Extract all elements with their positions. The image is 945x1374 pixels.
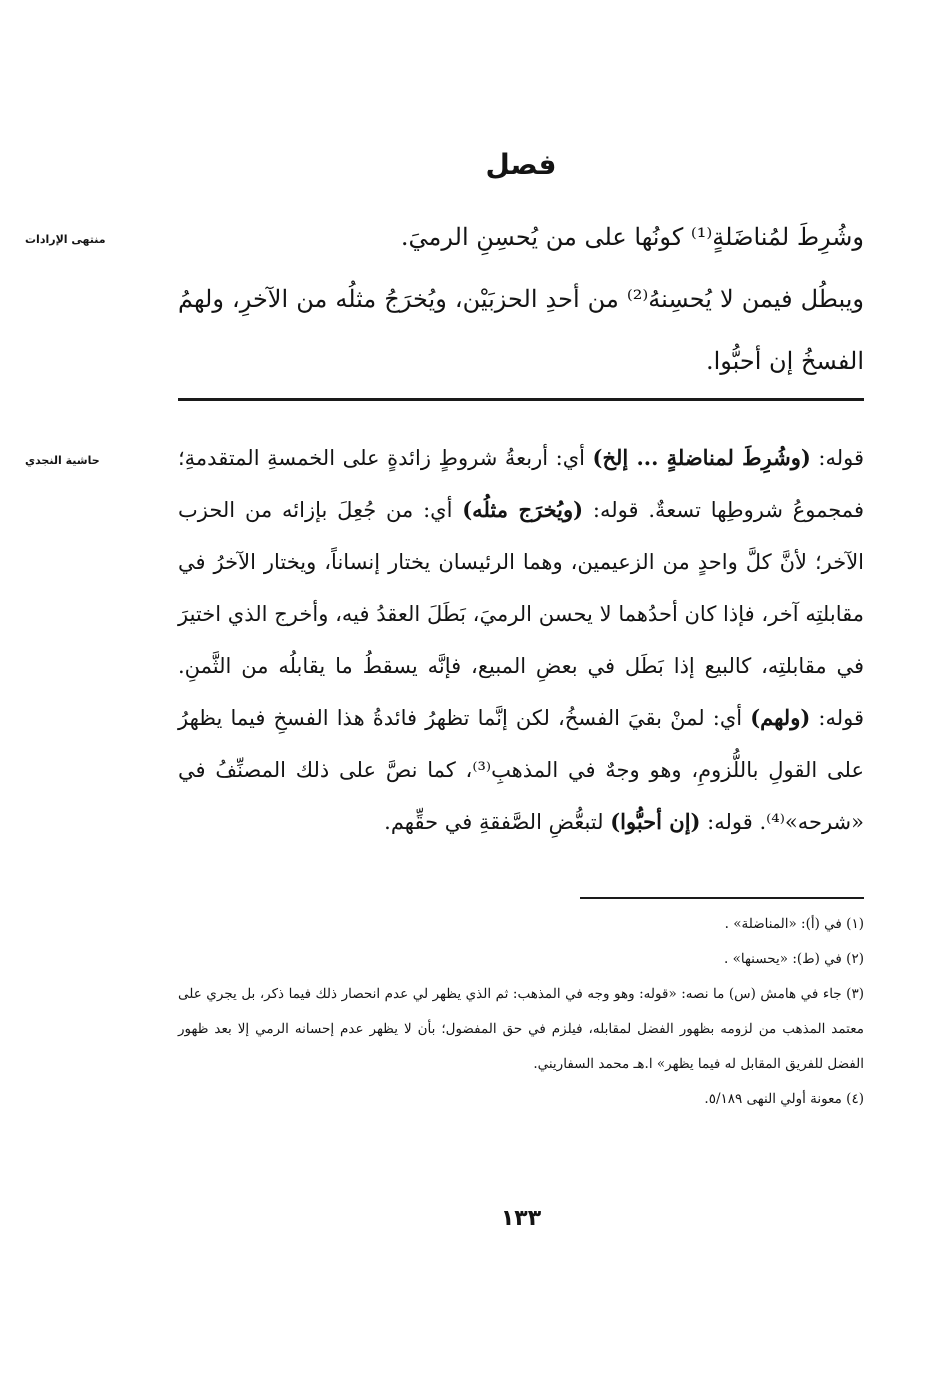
hashiya-quote: (وشُرِطَ لمناضلةٍ ... إلخ) [592, 445, 811, 470]
footnotes [178, 907, 864, 1117]
matn-text [178, 206, 864, 392]
hashiya-segment: أي: أربعةُ شروطٍ زائدةٍ على الخمسةِ المتقدمةِ؛ فمجموعُ شروطِها تسعةٌ. قوله: [178, 446, 864, 522]
side-label-matn: منتهى الإرادات [25, 233, 106, 246]
hashiya-paragraph [178, 432, 864, 848]
hashiya-quote: (إن أحبُّوا) [610, 809, 701, 834]
side-label-hashiya: حاشية النجدي [25, 454, 100, 467]
hashiya-segment: قوله: [810, 446, 864, 470]
hashiya-quote: (ولهم) [750, 705, 811, 730]
hashiya-text [178, 432, 864, 848]
footnote-item: (٣) جاء في هامش (س) ما نصه: «قوله: وهو وجه في المذهب: ثم الذي يظهر لي عدم انحصار ذلك فيما ذكر، بل يجري على معتمد المذهب من لزومه بظهور الفضل لمقابله، فيلزم في حق المفضول؛ بأن لا يظهر عدم إحسانه الرمي إلا بعد ظهور الفضل للفريق المقابل له فيما يظهر» ا.هـ محمد السفاريني. [178, 986, 864, 1072]
hashiya-segment: لتبعُّضِ الصَّفقةِ في حقِّهم. [384, 810, 611, 834]
section-title: فصل [485, 148, 557, 181]
matn-separator [178, 398, 864, 401]
footnote-separator [580, 897, 864, 899]
hashiya-quote: (ويُخرَج مثلُه) [462, 497, 584, 522]
footnote-item: (١) في (أ): «المناضلة» . [724, 916, 864, 932]
hashiya-segment: أي: من جُعِلَ بإزائه من الحزب الآخر؛ لأنَّ كلَّ واحدٍ من الزعيمين، وهما الرئيسان يختار إنساناً، ويختار الآخرُ في مقابلتِه آخر، فإذا كان أحدُهما لا يحسن الرميَ، بَطَلَ العقدُ فيه، وأخرج الذي اختيرَ في مقابلتِه، كالبيع إذا بَطَل في بعضِ المبيع، فإنَّه يسقطُ ما يقابلُه من الثَّمنِ. قوله: [178, 498, 865, 730]
matn-paragraph: ويبطُل فيمن لا يُحسِنهُ⁽²⁾ من أحدِ الحزبَيْن، ويُخرَجُ مثلُه من الآخرِ، ولهمُ الفسخُ إن أحبُّوا. [178, 285, 865, 375]
footnote-item: (٤) معونة أولي النهى ٥/١٨٩. [704, 1091, 864, 1107]
hashiya-segment: أي: لمنْ بقيَ الفسخُ، لكن إنَّما تظهرُ فائدةُ هذا الفسخِ فيما يظهرُ على القولِ باللُّزومِ، وهو وجهٌ في المذهبِ⁽³⁾، كما نصَّ على ذلك المصنِّفُ في «شرحه»⁽⁴⁾. قوله: [178, 706, 864, 834]
matn-paragraph: وشُرِطَ لمُناضَلةٍ⁽¹⁾ كونُها على من يُحسِنِ الرميَ. [400, 223, 864, 251]
footnote-item: (٢) في (ط): «يحسنها» . [724, 951, 864, 967]
page-number: ١٣٣ [500, 1206, 542, 1231]
